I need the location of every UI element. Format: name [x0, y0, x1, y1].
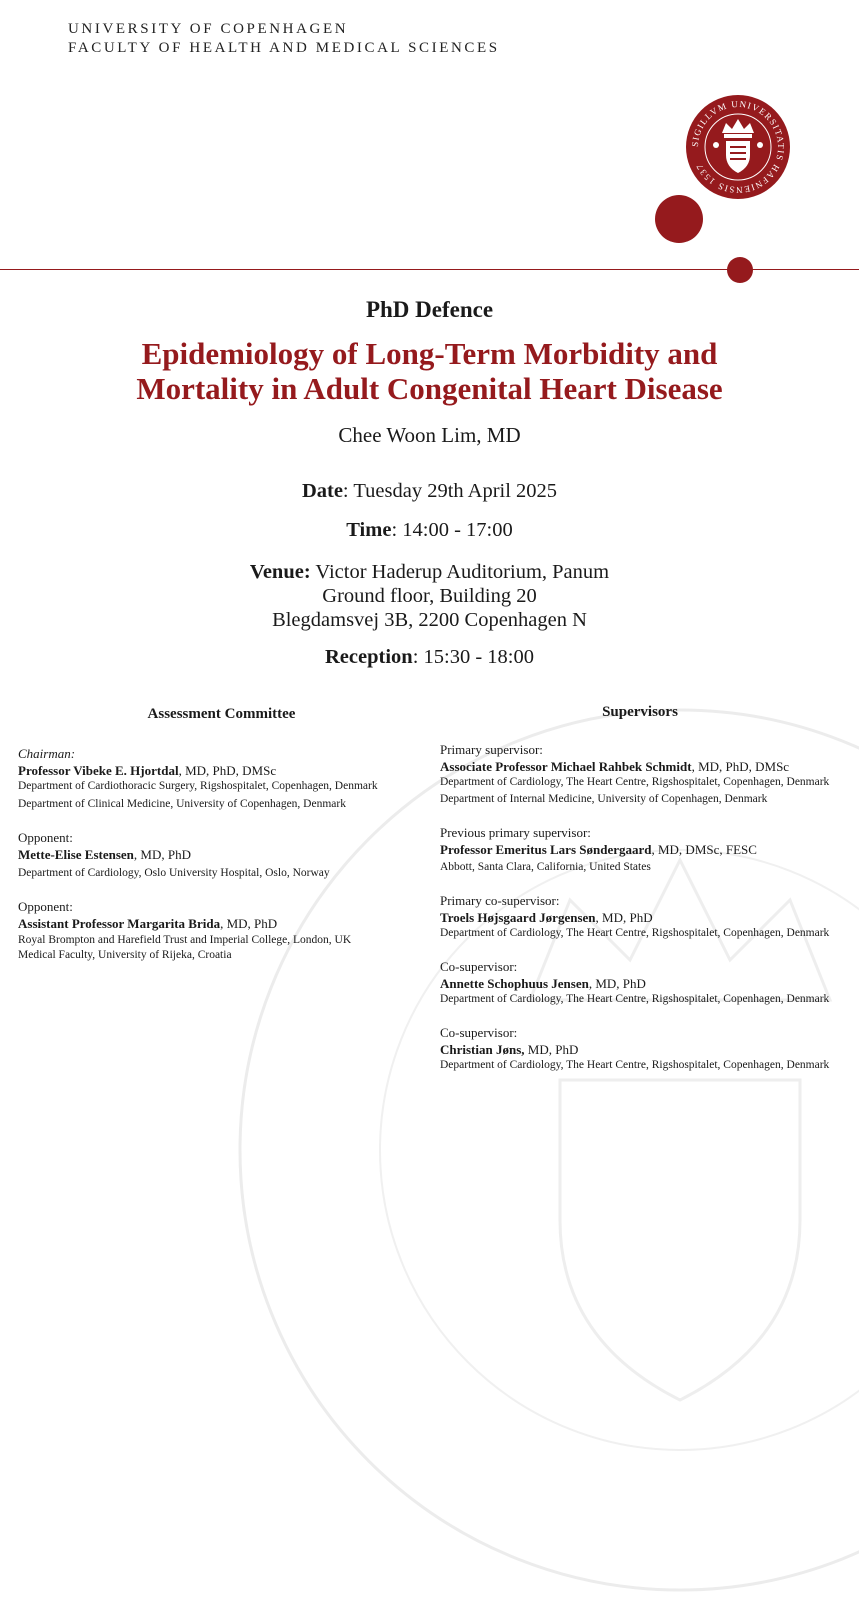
supervisor-degrees: , MD, PhD, DMSc [691, 759, 790, 774]
thesis-title [0, 336, 859, 406]
supervisor-entry [440, 824, 845, 875]
university-seal-icon [686, 95, 790, 199]
reception-line [0, 646, 859, 669]
supervisor-entry [440, 958, 845, 1007]
member-role: Opponent: [18, 830, 73, 845]
supervisor-role: Previous primary supervisor: [440, 825, 591, 840]
university-name: UNIVERSITY OF COPENHAGEN [68, 21, 349, 37]
supervisor-name: Troels Højsgaard Jørgensen [440, 910, 596, 925]
member-affiliation: Department of Clinical Medicine, University of Copenhagen, Denmark [18, 798, 346, 810]
time-label: Time [346, 519, 392, 541]
supervisor-affiliation: Department of Cardiology, The Heart Centre, Rigshospitalet, Copenhagen, Denmark [440, 1059, 830, 1071]
decorative-dot-large [655, 195, 703, 243]
supervisor-entry [440, 1024, 845, 1073]
time-line [0, 519, 859, 542]
supervisor-entry [440, 892, 845, 941]
supervisor-name: Christian Jøns, [440, 1042, 525, 1057]
member-role: Chairman: [18, 746, 76, 761]
member-role: Opponent: [18, 899, 73, 914]
supervisor-affiliation: Department of Cardiology, The Heart Centre, Rigshospitalet, Copenhagen, Denmark [440, 993, 830, 1005]
committee-member [18, 745, 418, 812]
supervisor-degrees: MD, PhD [524, 1042, 579, 1057]
member-degrees: , MD, PhD [220, 916, 278, 931]
thesis-title-line1: Epidemiology of Long-Term Morbidity and [141, 336, 718, 371]
seal-text: SIGILLVM UNIVERSITATIS HAFNIENSIS 1537 [689, 98, 787, 196]
committee-member [18, 829, 418, 881]
time-value: : 14:00 - 17:00 [391, 519, 513, 541]
member-degrees: , MD, PhD, DMSc [178, 763, 277, 778]
candidate-name: Chee Woon Lim, MD [338, 423, 521, 447]
date-line [0, 480, 859, 503]
member-name: Assistant Professor Margarita Brida [18, 916, 221, 931]
venue-label: Venue: [249, 561, 311, 583]
supervisor-degrees: , MD, PhD [588, 976, 646, 991]
member-affiliation: Medical Faculty, University of Rijeka, Croatia [18, 949, 232, 961]
header [68, 20, 500, 58]
thesis-title-line2: Mortality in Adult Congenital Heart Disease [136, 371, 723, 406]
committee-list [18, 745, 418, 980]
supervisor-name: Associate Professor Michael Rahbek Schmidt [440, 759, 692, 774]
supervisor-role: Co-supervisor: [440, 959, 518, 974]
venue-line1: Victor Haderup Auditorium, Panum [310, 561, 610, 583]
event-type: PhD Defence [365, 297, 494, 322]
reception-value: : 15:30 - 18:00 [412, 646, 534, 668]
supervisor-role: Co-supervisor: [440, 1025, 518, 1040]
supervisor-degrees: , MD, DMSc, FESC [651, 842, 757, 857]
supervisor-affiliation: Department of Cardiology, The Heart Centre, Rigshospitalet, Copenhagen, Denmark [440, 927, 830, 939]
supervisor-name: Professor Emeritus Lars Søndergaard [440, 842, 652, 857]
supervisors-list [440, 741, 845, 1090]
member-degrees: , MD, PhD [133, 847, 191, 862]
faculty-name: FACULTY OF HEALTH AND MEDICAL SCIENCES [68, 40, 500, 56]
decorative-dot-small [727, 257, 753, 283]
supervisor-affiliation: Department of Internal Medicine, University of Copenhagen, Denmark [440, 793, 768, 805]
member-name: Professor Vibeke E. Hjortdal [18, 763, 179, 778]
member-name: Mette-Elise Estensen [18, 847, 134, 862]
reception-label: Reception [325, 646, 413, 668]
committee-member [18, 898, 418, 963]
supervisor-affiliation: Abbott, Santa Clara, California, United States [440, 861, 651, 873]
venue-line2: Ground floor, Building 20 [322, 585, 537, 607]
venue-line3: Blegdamsvej 3B, 2200 Copenhagen N [272, 609, 587, 631]
supervisor-degrees: , MD, PhD [595, 910, 653, 925]
supervisor-name: Annette Schophuus Jensen [440, 976, 589, 991]
supervisor-role: Primary supervisor: [440, 742, 543, 757]
member-affiliation: Department of Cardiothoracic Surgery, Rigshospitalet, Copenhagen, Denmark [18, 780, 378, 792]
supervisor-affiliation: Department of Cardiology, The Heart Centre, Rigshospitalet, Copenhagen, Denmark [440, 776, 830, 788]
member-affiliation: Royal Brompton and Harefield Trust and Imperial College, London, UK [18, 934, 352, 946]
venue-block [0, 560, 859, 632]
supervisors-heading: Supervisors [602, 704, 678, 720]
date-label: Date [301, 480, 343, 502]
committee-heading: Assessment Committee [147, 706, 296, 722]
date-value: : Tuesday 29th April 2025 [342, 480, 558, 502]
supervisor-entry [440, 741, 845, 807]
member-affiliation: Department of Cardiology, Oslo University Hospital, Oslo, Norway [18, 867, 330, 879]
supervisor-role: Primary co-supervisor: [440, 893, 560, 908]
